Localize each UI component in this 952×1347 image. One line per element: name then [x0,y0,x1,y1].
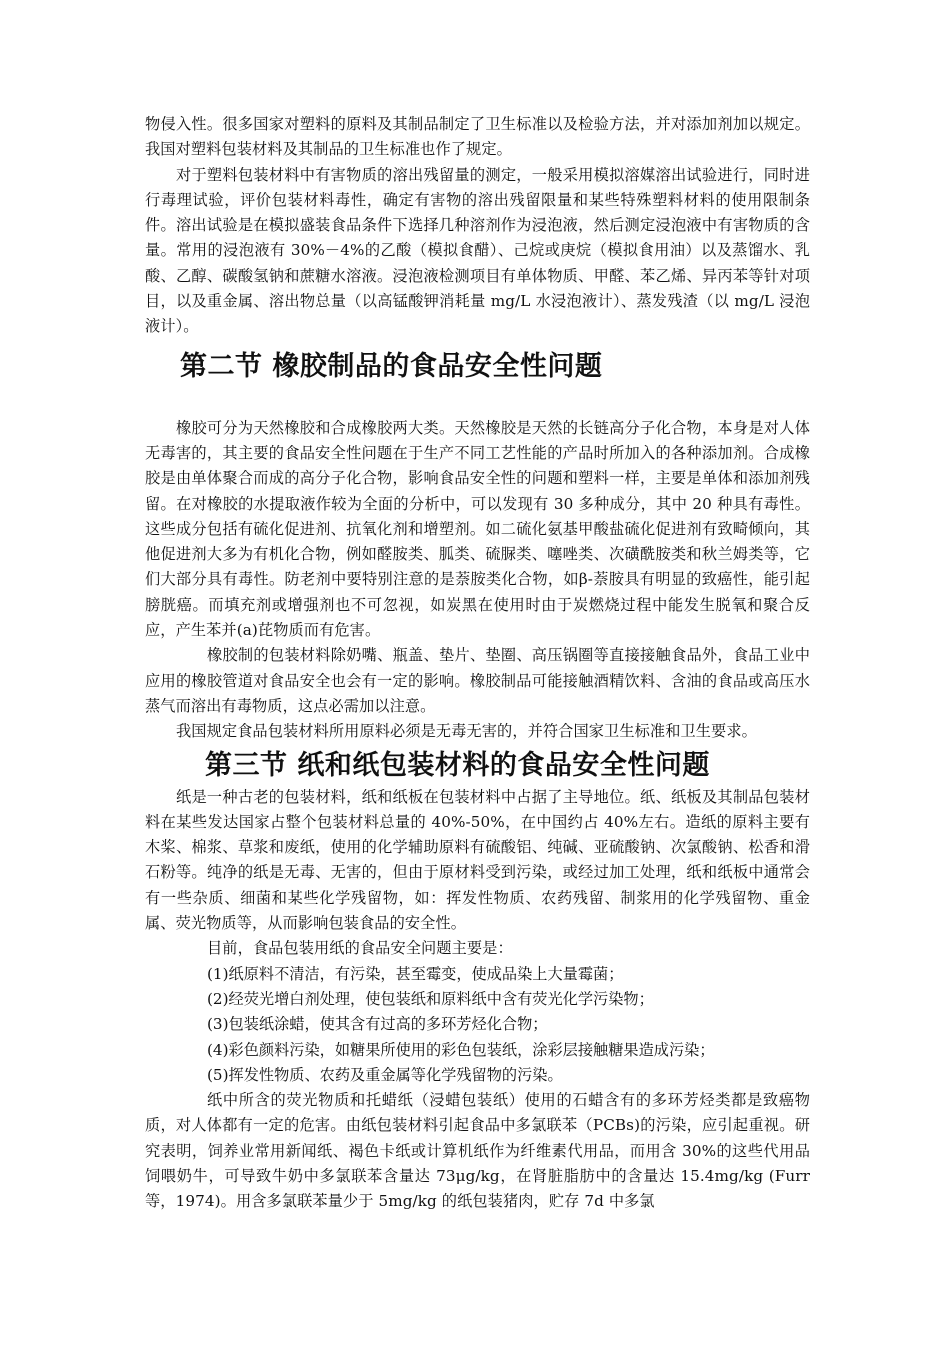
section2-paragraph-1: 橡胶可分为天然橡胶和合成橡胶两大类。天然橡胶是天然的长链高分子化合物，本身是对人体无毒害的，其主要的食品安全性问题在于生产不同工艺性能的产品时所加入的各种添加剂。合成橡胶是由单体聚合而成的高分子化合物，影响食品安全性的问题和塑料一样，主要是单体和添加剂残留。在对橡胶的水提取液作较为全面的分析中，可以发现有 30 多种成分，其中 20 种具有毒性。这些成分包括有硫化促进剂、抗氧化剂和增塑剂。如二硫化氨基甲酸盐硫化促进剂有致畸倾向，其他促进剂大多为有机化合物，例如醛胺类、胍类、硫脲类、噻唑类、次磺酰胺类和秋兰姆类等，它们大部分具有毒性。防老剂中要特别注意的是萘胺类化合物，如β-萘胺具有明显的致癌性，能引起膀胱癌。而填充剂或增强剂也不可忽视，如炭黑在使用时由于炭燃烧过程中能发生脱氧和聚合反应，产生苯并(a)芘物质而有危害。 [145,418,810,640]
document-page [145,112,810,1215]
list-item: (2)经荧光增白剂处理，使包装纸和原料纸中含有荧光化学污染物； [207,989,654,1008]
intro-paragraph-2: 对于塑料包装材料中有害物质的溶出残留量的测定，一般采用模拟溶媒溶出试验进行，同时进行毒理试验，评价包装材料毒性，确定有害物的溶出残留限量和某些特殊塑料材料的使用限制条件。溶出试验是在模拟盛装食品条件下选择几种溶剂作为浸泡液，然后测定浸泡液中有害物质的含量。常用的浸泡液有 30%－4%的乙酸（模拟食醋）、己烷或庚烷（模拟食用油）以及蒸馏水、乳酸、乙醇、碳酸氢钠和蔗糖水溶液。浸泡液检测项目有单体物质、甲醛、苯乙烯、异丙苯等针对项目，以及重金属、溶出物总量（以高锰酸钾消耗量 mg/L 水浸泡液计）、蒸发残渣（以 mg/L 浸泡液计）。 [145,165,810,336]
list-item: (4)彩色颜料污染，如糖果所使用的彩色包装纸，涂彩层接触糖果造成污染； [207,1040,715,1059]
section2-heading: 第二节 橡胶制品的食品安全性问题 [180,350,603,382]
section3-list-intro: 目前，食品包装用纸的食品安全问题主要是： [207,939,513,958]
list-item: (5)挥发性物质、农药及重金属等化学残留物的污染。 [207,1065,563,1084]
list-item: (1)纸原料不清洁，有污染，甚至霉变，使成品染上大量霉菌； [207,964,624,983]
section3-list [145,962,810,1088]
section2-paragraph-2: 橡胶制的包装材料除奶嘴、瓶盖、垫片、垫圈、高压锅圈等直接接触食品外，食品工业中应用的橡胶管道对食品安全也会有一定的影响。橡胶制品可能接触酒精饮料、含油的食品或高压水蒸气而溶出有毒物质，这点必需加以注意。 [145,646,810,715]
list-item: (3)包装纸涂蜡，使其含有过高的多环芳烃化合物； [207,1015,548,1034]
intro-paragraph-1: 物侵入性。很多国家对塑料的原料及其制品制定了卫生标准以及检验方法，并对添加剂加以规定。我国对塑料包装材料及其制品的卫生标准也作了规定。 [145,115,810,159]
section3-heading: 第三节 纸和纸包装材料的食品安全性问题 [205,749,710,781]
section3-paragraph-1: 纸是一种古老的包装材料，纸和纸板在包装材料中占据了主导地位。纸、纸板及其制品包装材料在某些发达国家占整个包装材料总量的 40%-50%，在中国约占 40%左右。造纸的原料主要有木桨、棉浆、草浆和废纸，使用的化学辅助原料有硫酸铝、纯碱、亚硫酸钠、次氯酸钠、松香和滑石粉等。纯净的纸是无毒、无害的，但由于原材料受到污染，或经过加工处理，纸和纸板中通常会有一些杂质、细菌和某些化学残留物，如：挥发性物质、农药残留、制浆用的化学残留物、重金属、荧光物质等，从而影响包装食品的安全性。 [145,787,810,933]
section3-paragraph-2: 纸中所含的荧光物质和托蜡纸（浸蜡包装纸）使用的石蜡含有的多环芳烃类都是致癌物质，对人体都有一定的危害。由纸包装材料引起食品中多氯联苯（PCBs)的污染，应引起重视。研究表明，饲养业常用新闻纸、褐色卡纸或计算机纸作为纤维素代用品，而用含 30%的这些代用品饲喂奶牛，可导致牛奶中多氯联苯含量达 73μg/kg，在肾脏脂肪中的含量达 15.4mg/kg (Furr 等，1974)。用含多氯联苯量少于 5mg/kg 的纸包装猪肉，贮存 7d 中多氯 [145,1091,810,1211]
section2-paragraph-3: 我国规定食品包装材料所用原料必须是无毒无害的，并符合国家卫生标准和卫生要求。 [176,722,757,741]
